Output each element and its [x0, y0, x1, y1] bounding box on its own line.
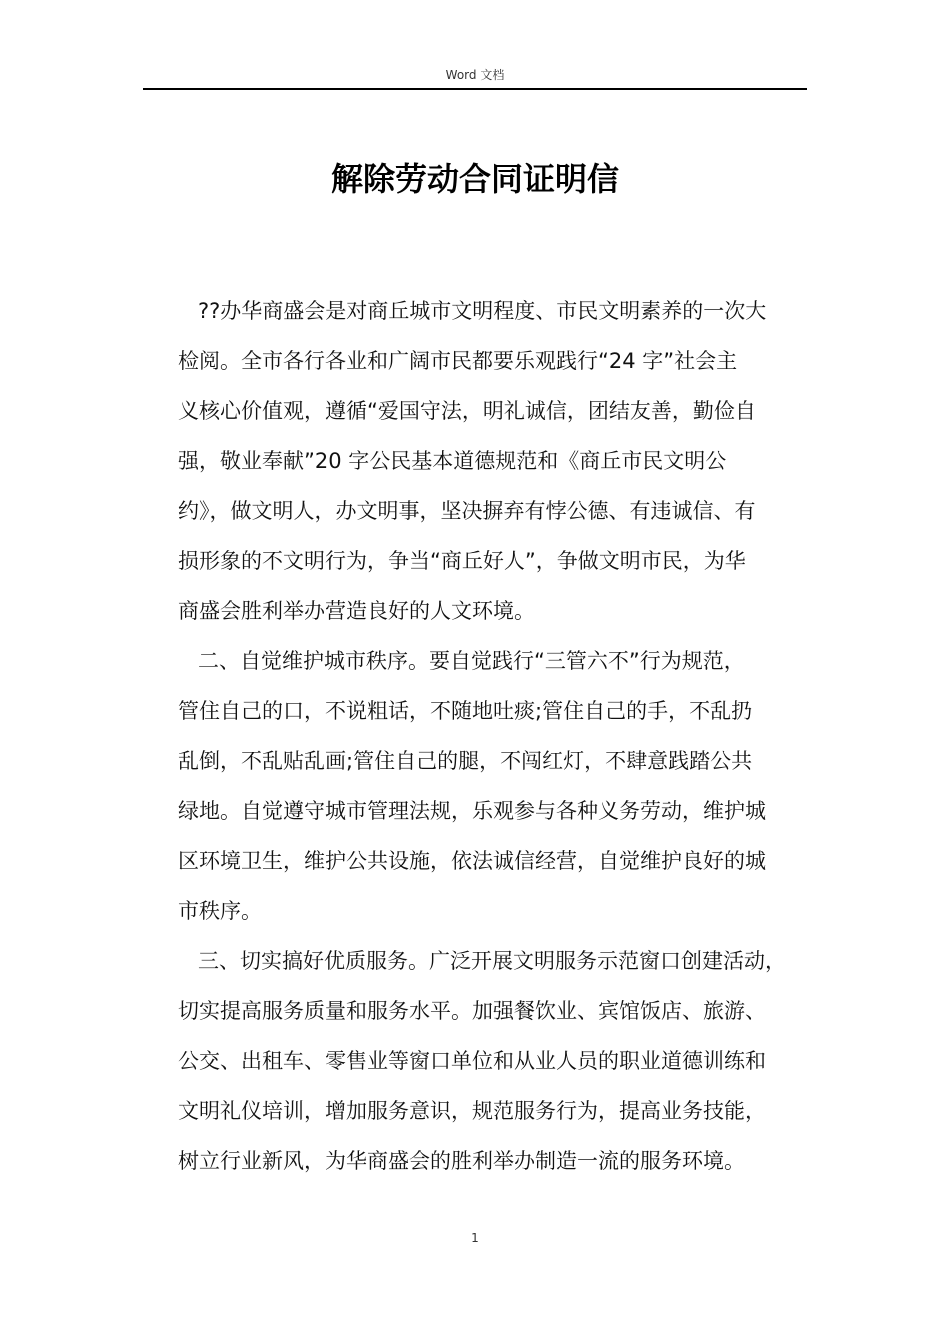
paragraph-line: 乱倒，不乱贴乱画;管住自己的腿，不闯红灯，不肆意践踏公共 — [178, 749, 753, 773]
paragraph-line: 商盛会胜利举办营造良好的人文环境。 — [178, 599, 535, 623]
page-header: Word 文档 — [143, 66, 807, 90]
paragraph-line: 文明礼仪培训，增加服务意识，规范服务行为，提高业务技能， — [178, 1099, 766, 1123]
page-number: 1 — [471, 1231, 479, 1245]
paragraph-line: 绿地。自觉遵守城市管理法规，乐观参与各种义务劳动，维护城 — [178, 799, 766, 823]
paragraph-line: 约》，做文明人，办文明事，坚决摒弃有悖公德、有违诚信、有 — [178, 499, 756, 523]
paragraph-line: 公交、出租车、零售业等窗口单位和从业人员的职业道德训练和 — [178, 1049, 766, 1073]
paragraph-line: 切实提高服务质量和服务水平。加强餐饮业、宾馆饭店、旅游、 — [178, 999, 766, 1023]
paragraph-line: 管住自己的口，不说粗话，不随地吐痰;管住自己的手，不乱扔 — [178, 699, 753, 723]
paragraph-line: 二、自觉维护城市秩序。要自觉践行“三管六不”行为规范， — [198, 649, 745, 673]
paragraph-line: 市秩序。 — [178, 899, 262, 923]
paragraph-line: 强，敬业奉献”20 字公民基本道德规范和《商丘市民文明公 — [178, 449, 727, 473]
paragraph-line: 检阅。全市各行各业和广阔市民都要乐观践行“24 字”社会主 — [178, 349, 738, 373]
paragraph-line: 三、切实搞好优质服务。广泛开展文明服务示范窗口创建活动， — [198, 949, 786, 973]
document-body — [178, 286, 828, 1186]
paragraph-line: 树立行业新风，为华商盛会的胜利举办制造一流的服务环境。 — [178, 1149, 745, 1173]
paragraph-line: ??办华商盛会是对商丘城市文明程度、市民文明素养的一次大 — [198, 299, 767, 323]
paragraph-line: 义核心价值观，遵循“爱国守法，明礼诚信，团结友善，勤俭自 — [178, 399, 756, 423]
document-title: 解除劳动合同证明信 — [330, 160, 619, 198]
paragraph-line: 损形象的不文明行为，争当“商丘好人”，争做文明市民，为华 — [178, 549, 746, 573]
paragraph-line: 区环境卫生，维护公共设施，依法诚信经营，自觉维护良好的城 — [178, 849, 766, 873]
